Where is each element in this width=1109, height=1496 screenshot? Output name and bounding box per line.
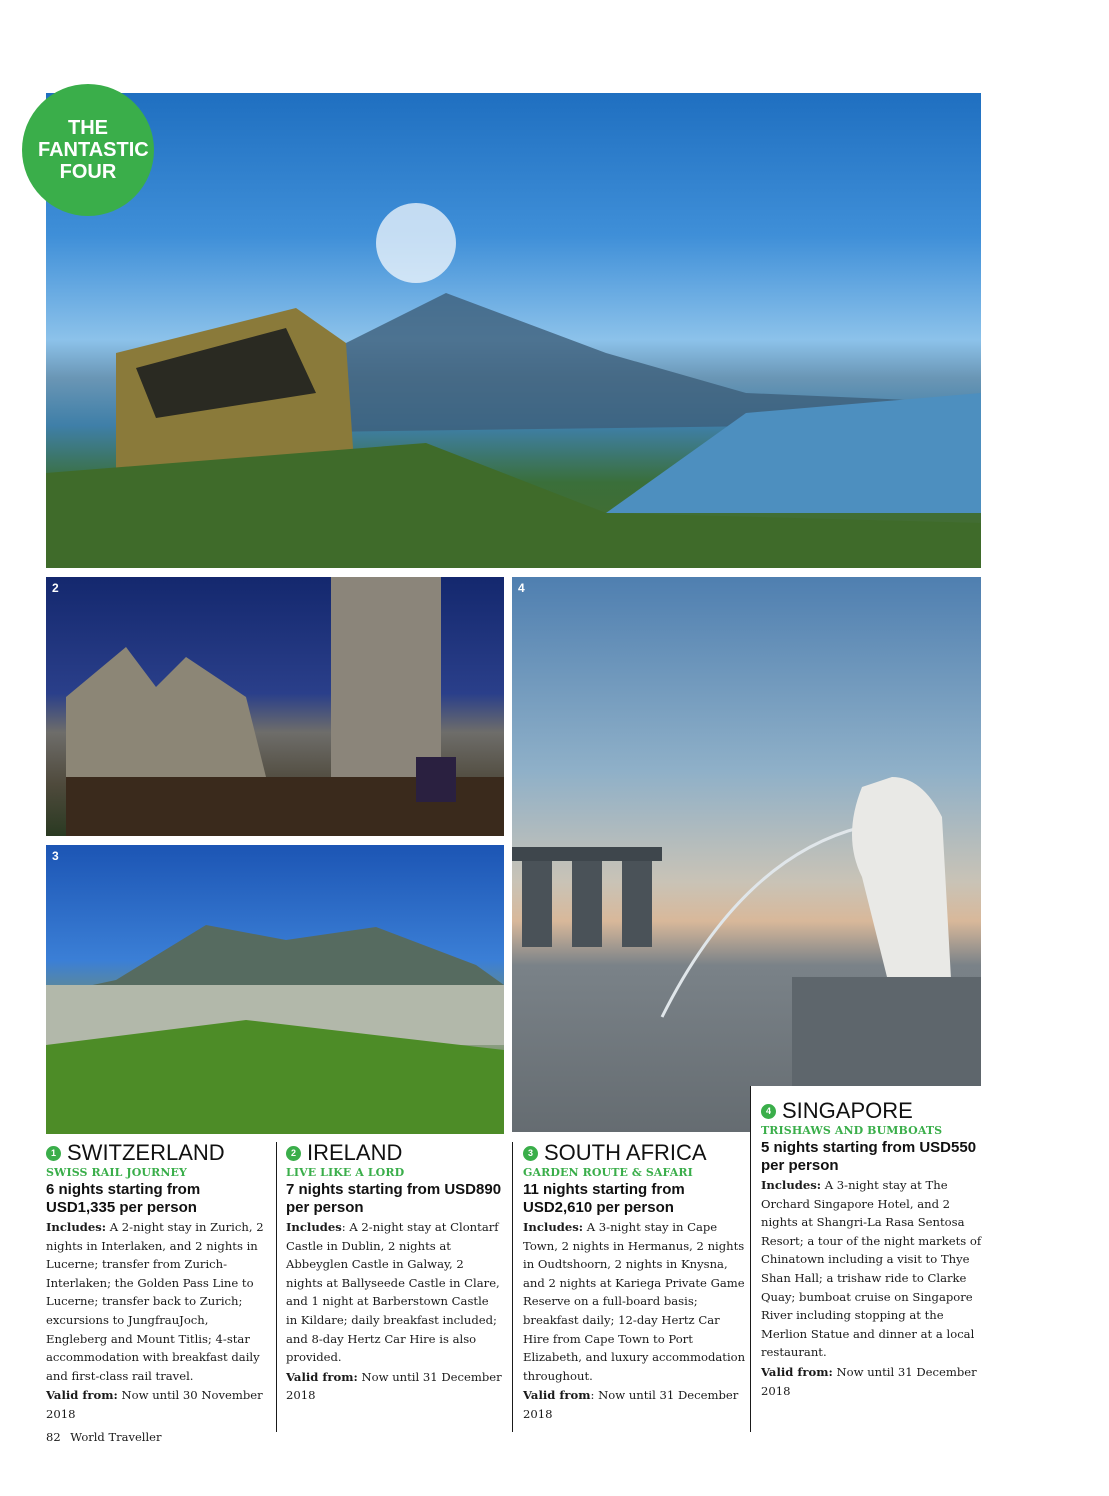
includes-label: Includes:: [523, 1220, 584, 1234]
photo-cape-town: [46, 845, 504, 1134]
includes-text: : A 2-night stay at Clontarf Castle in Dublin, 2 nights at Abbeyglen Castle in Galway, 2 nights at Ballyseede Castle in Clare, and 1 night at Barberstown Castle in Kildare; daily breakfast included; and 8-day Hertz Car Hire is also provided.: [286, 1220, 500, 1365]
offer-title-text: SWITZERLAND: [67, 1140, 225, 1165]
page-footer: [46, 1430, 161, 1444]
offer-validity: [761, 1363, 982, 1400]
offer-validity: [46, 1386, 270, 1423]
offer-includes: [523, 1218, 746, 1385]
offer-price: 6 nights starting from USD1,335 per person: [46, 1181, 201, 1216]
photo-number: 2: [52, 581, 59, 595]
photo-singapore-merlion: [512, 577, 981, 1132]
offer-title: [761, 1100, 982, 1122]
includes-text: A 3-night stay in Cape Town, 2 nights in Hermanus, 2 nights in Oudtshoorn, 2 nights in Knysna, and 2 nights at Kariega Private Game Reserve on a full-board basis; breakfast daily; 12-day Hertz Car Hire from Cape Town to Port Elizabeth, and luxury accommodation throughout.: [523, 1220, 746, 1383]
fantastic-four-badge: [22, 84, 154, 216]
offer-validity: [523, 1386, 746, 1423]
publication-name: World Traveller: [70, 1430, 162, 1444]
offer-south-africa: [512, 1142, 746, 1432]
offer-title-text: SINGAPORE: [782, 1098, 913, 1123]
offer-ireland: [276, 1142, 502, 1432]
train-scene-illustration: [46, 93, 981, 568]
offer-singapore: [750, 1086, 982, 1432]
offer-title: [46, 1142, 270, 1164]
offer-price: 11 nights starting from USD2,610 per person: [523, 1181, 685, 1216]
offer-number-icon: 3: [523, 1146, 538, 1161]
offer-subtitle: SWISS RAIL JOURNEY: [46, 1166, 187, 1179]
valid-label: Valid from:: [761, 1364, 833, 1379]
includes-label: Includes:: [46, 1220, 107, 1234]
valid-text: Now until 31 December 2018: [761, 1364, 977, 1398]
valid-text: : Now until 31 December 2018: [523, 1388, 739, 1421]
offer-price: 7 nights starting from USD890 per person: [286, 1181, 502, 1216]
offer-title-text: SOUTH AFRICA: [544, 1140, 707, 1165]
valid-text: Now until 30 November 2018: [46, 1388, 263, 1421]
offer-subtitle: TRISHAWS AND BUMBOATS: [761, 1124, 943, 1137]
castle-illustration: [46, 577, 504, 836]
includes-label: Includes:: [761, 1178, 822, 1192]
offer-number-icon: 2: [286, 1146, 301, 1161]
valid-label: Valid from:: [286, 1369, 358, 1384]
offer-price: 5 nights starting from USD550 per person: [761, 1139, 977, 1174]
merlion-illustration: [512, 577, 981, 1132]
photo-number: 4: [518, 581, 525, 595]
offer-includes: [46, 1218, 270, 1385]
offer-switzerland: [46, 1142, 270, 1424]
valid-label: Valid from: [523, 1388, 591, 1403]
offer-title: [286, 1142, 502, 1164]
offer-includes: [761, 1176, 982, 1362]
includes-text: A 2-night stay in Zurich, 2 nights in Interlaken, and 2 nights in Lucerne; transfer from Zurich-Interlaken; the Golden Pass Line to Lucerne; transfer back to Zurich; excursions to JungfrauJoch, Engleberg and Mount Titlis; 4-star accommodation with breakfast daily and first-class rail travel.: [46, 1220, 264, 1383]
includes-text: A 3-night stay at The Orchard Singapore Hotel, and 2 nights at Shangri-La Rasa Sentosa Resort; a tour of the night markets of Chinatown including a visit to Thye Shan Hall; a trishaw ride to Clarke Quay; bumboat cruise on Singapore River including stopping at the Merlion Statue and dinner at a local restaurant.: [761, 1178, 982, 1360]
offer-number-icon: 1: [46, 1146, 61, 1161]
photo-switzerland-train: [46, 93, 981, 568]
photo-number: 3: [52, 849, 59, 863]
offer-number-icon: 4: [761, 1104, 776, 1119]
offer-includes: [286, 1218, 502, 1367]
page-number: 82: [46, 1430, 61, 1444]
offer-title-text: IRELAND: [307, 1140, 403, 1165]
offer-title: [523, 1142, 746, 1164]
badge-text: THE FANTASTIC FOUR: [38, 117, 149, 183]
photo-ireland-castle: [46, 577, 504, 836]
includes-label: Includes: [286, 1220, 342, 1234]
valid-text: Now until 31 December 2018: [286, 1369, 502, 1403]
valid-label: Valid from:: [46, 1388, 118, 1403]
offer-subtitle: LIVE LIKE A LORD: [286, 1166, 405, 1179]
offer-subtitle: GARDEN ROUTE & SAFARI: [523, 1166, 693, 1179]
offer-validity: [286, 1368, 502, 1405]
table-mountain-illustration: [46, 845, 504, 1134]
